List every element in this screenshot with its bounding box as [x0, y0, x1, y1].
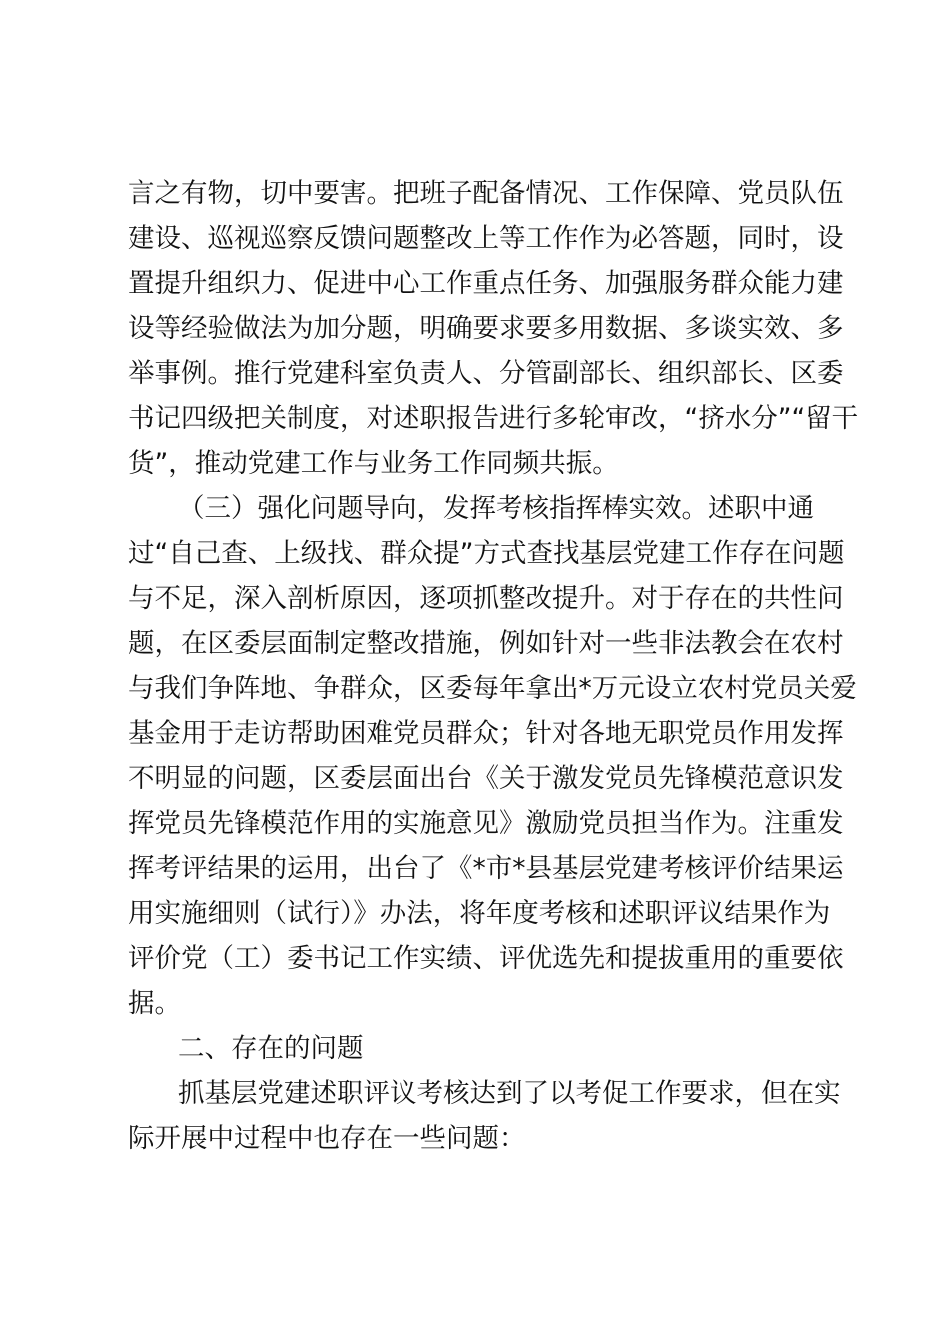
text-line: 设等经验做法为加分题，明确要求要多用数据、多谈实效、多 [128, 313, 844, 344]
text-line: 不明显的问题，区委层面出台《关于激发党员先锋模范意识发 [128, 763, 844, 794]
text-line: 据。 [128, 988, 181, 1019]
text-line: 用实施细则（试行）》办法，将年度考核和述职评议结果作为 [128, 898, 831, 929]
section-heading-3: （三）强化问题导向，发挥考核指挥棒实效。述职中通 [178, 493, 814, 524]
text-line: 言之有物，切中要害。把班子配备情况、工作保障、党员队伍 [128, 178, 844, 209]
text-line: 货”，推动党建工作与业务工作同频共振。 [128, 448, 619, 479]
text-line: 题，在区委层面制定整改措施，例如针对一些非法教会在农村 [128, 628, 844, 659]
paragraph-start: 抓基层党建述职评议考核达到了以考促工作要求，但在实 [178, 1078, 841, 1109]
text-line: 与我们争阵地、争群众，区委每年拿出*万元设立农村党员关爱 [128, 673, 857, 704]
text-line: 建设、巡视巡察反馈问题整改上等工作作为必答题，同时，设 [128, 223, 844, 254]
section-heading-2: 二、存在的问题 [178, 1033, 364, 1064]
text-line: 与不足，深入剖析原因，逐项抓整改提升。对于存在的共性问 [128, 583, 844, 614]
text-line: 过“自己查、上级找、群众提”方式查找基层党建工作存在问题 [128, 538, 845, 569]
text-line: 置提升组织力、促进中心工作重点任务、加强服务群众能力建 [128, 268, 844, 299]
text-line: 基金用于走访帮助困难党员群众；针对各地无职党员作用发挥 [128, 718, 844, 749]
text-line: 评价党（工）委书记工作实绩、评优选先和提拔重用的重要依 [128, 943, 844, 974]
text-line: 书记四级把关制度，对述职报告进行多轮审改，“挤水分”“留干 [128, 403, 859, 434]
text-line: 举事例。推行党建科室负责人、分管副部长、组织部长、区委 [128, 358, 844, 389]
text-line: 际开展中过程中也存在一些问题： [128, 1123, 526, 1154]
text-line: 挥党员先锋模范作用的实施意见》激励党员担当作为。注重发 [128, 808, 844, 839]
text-line: 挥考评结果的运用，出台了《*市*县基层党建考核评价结果运 [128, 853, 844, 884]
